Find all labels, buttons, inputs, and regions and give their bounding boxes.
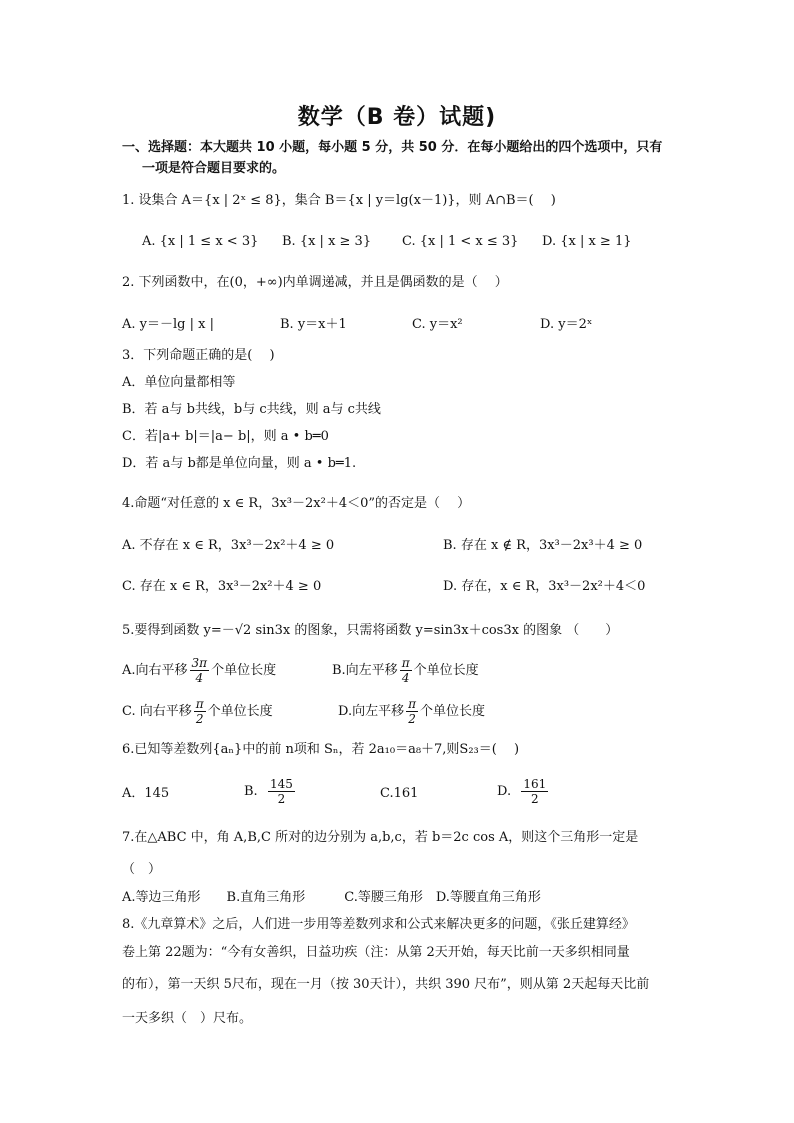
fraction-numerator: π [195, 697, 204, 711]
question-5-option-c-suffix: 个单位长度 [207, 704, 273, 719]
fraction-numerator: π [401, 656, 410, 670]
question-2-option-c: C. y＝x² [412, 317, 463, 332]
fraction-denominator: 2 [195, 712, 204, 726]
fraction [194, 697, 206, 726]
question-2-stem: 2. 下列函数中，在(0，+∞)内单调递减，并且是偶函数的是（ ） [122, 275, 508, 290]
question-1-stem: 1. 设集合 A＝{x | 2ˣ ≤ 8}，集合 B＝{x | y＝lg(x－1)}，则 A∩B＝( ) [122, 193, 556, 208]
fraction [190, 656, 210, 685]
section-instructions-line1: 一、选择题：本大题共 10 小题，每小题 5 分，共 50 分．在每小题给出的四个选项中，只有 [122, 140, 663, 155]
question-4-stem: 4.命题“对任意的 x ∈ R，3x³－2x²＋4＜0”的否定是（ ） [122, 496, 471, 511]
question-5-option-a [122, 655, 276, 687]
question-7-options: A.等边三角形 B.直角三角形 C.等腰三角形 D.等腰直角三角形 [122, 890, 541, 905]
fraction-denominator: 2 [408, 712, 416, 726]
question-2-option-b: B. y＝x＋1 [280, 317, 347, 332]
question-7-blank: （ ） [122, 862, 162, 877]
question-5-stem: 5.要得到函数 y=－√2 sin3x 的图象，只需将函数 y=sin3x＋cos3x 的图象 （ ） [122, 623, 619, 638]
fraction-denominator: 4 [401, 671, 410, 685]
page-title: 数学（B 卷）试题) [297, 105, 497, 130]
question-4-option-b: B. 存在 x ∉ R，3x³－2x³＋4 ≥ 0 [443, 538, 643, 553]
question-8-line4: 一天多织（ ）尺布。 [122, 1011, 253, 1026]
question-8-line3: 的布），第一天织 5尺布，现在一月（按 30天计），共织 390 尺布”，则从第 2天起每天比前 [122, 977, 650, 992]
fraction [400, 656, 412, 685]
question-4-option-a: A. 不存在 x ∈ R，3x³－2x²＋4 ≥ 0 [122, 538, 335, 553]
question-5-option-c [122, 696, 273, 728]
question-8-line2: 卷上第 22题为：“今有女善织，日益功疾（注：从第 2天开始，每天比前一天多织相同量 [122, 945, 630, 960]
fraction-denominator: 2 [530, 792, 539, 806]
question-4-option-d: D. 存在，x ∈ R，3x³－2x²＋4＜0 [443, 579, 646, 594]
fraction [268, 777, 295, 806]
question-3-option-d: D．若 a与 b都是单位向量，则 a • b═1. [122, 456, 357, 471]
question-8-line1: 8.《九章算术》之后，人们进一步用等差数列求和公式来解决更多的问题，《张丘建算经》 [122, 917, 635, 932]
fraction-numerator: 161 [523, 777, 547, 791]
question-6-stem: 6.已知等差数列{aₙ}中的前 n项和 Sₙ，若 2a₁₀＝a₈＋7,则S₂₃＝( ) [122, 742, 520, 757]
question-6-option-c: C.161 [380, 786, 419, 801]
fraction-denominator: 4 [195, 671, 204, 685]
question-3-option-b: B．若 a与 b共线，b与 c共线，则 a与 c共线 [122, 402, 381, 417]
question-4-option-c: C. 存在 x ∈ R，3x³－2x²＋4 ≥ 0 [122, 579, 322, 594]
question-3-stem: 3．下列命题正确的是( ) [122, 348, 275, 363]
fraction-numerator: 3π [191, 656, 208, 670]
question-5-option-b-prefix: B.向左平移 [332, 663, 398, 678]
question-2-option-a: A. y＝－lg | x | [122, 317, 214, 332]
question-5-option-a-prefix: A.向右平移 [122, 663, 188, 678]
question-5-option-b-suffix: 个单位长度 [413, 663, 479, 678]
question-6-option-d-prefix: D. [497, 784, 512, 799]
fraction-numerator: 145 [269, 777, 293, 791]
question-2-option-d: D. y＝2ˣ [540, 317, 593, 332]
question-6-option-a: A．145 [122, 786, 170, 801]
question-6-option-b-prefix: B. [244, 784, 258, 799]
question-3-option-a: A．单位向量都相等 [122, 375, 236, 390]
fraction-numerator: π [408, 697, 416, 711]
question-5-option-a-suffix: 个单位长度 [211, 663, 277, 678]
question-1-option-c: C. {x | 1 < x ≤ 3} [402, 234, 519, 249]
question-3-option-c: C．若|a+ b|＝|a− b|，则 a • b═0 [122, 429, 329, 444]
question-5-option-d-prefix: D.向左平移 [338, 704, 405, 719]
question-5-option-c-prefix: C. 向右平移 [122, 704, 192, 719]
fraction-denominator: 2 [277, 792, 286, 806]
question-1-option-a: A. {x | 1 ≤ x < 3} [142, 234, 259, 249]
question-5-option-b [332, 655, 479, 687]
fraction [521, 777, 548, 806]
fraction [406, 697, 418, 726]
question-5-option-d [338, 696, 485, 728]
question-6-option-d [497, 776, 550, 808]
question-5-option-d-suffix: 个单位长度 [419, 704, 485, 719]
section-instructions-line2: 一项是符合题目要求的。 [142, 161, 286, 176]
question-1-option-b: B. {x | x ≥ 3} [282, 234, 372, 249]
question-6-option-b [244, 776, 297, 808]
question-1-option-d: D. {x | x ≥ 1} [542, 234, 632, 249]
question-7-stem: 7.在△ABC 中，角 A,B,C 所对的边分别为 a,b,c，若 b＝2c cos A，则这个三角形一定是 [122, 830, 639, 845]
